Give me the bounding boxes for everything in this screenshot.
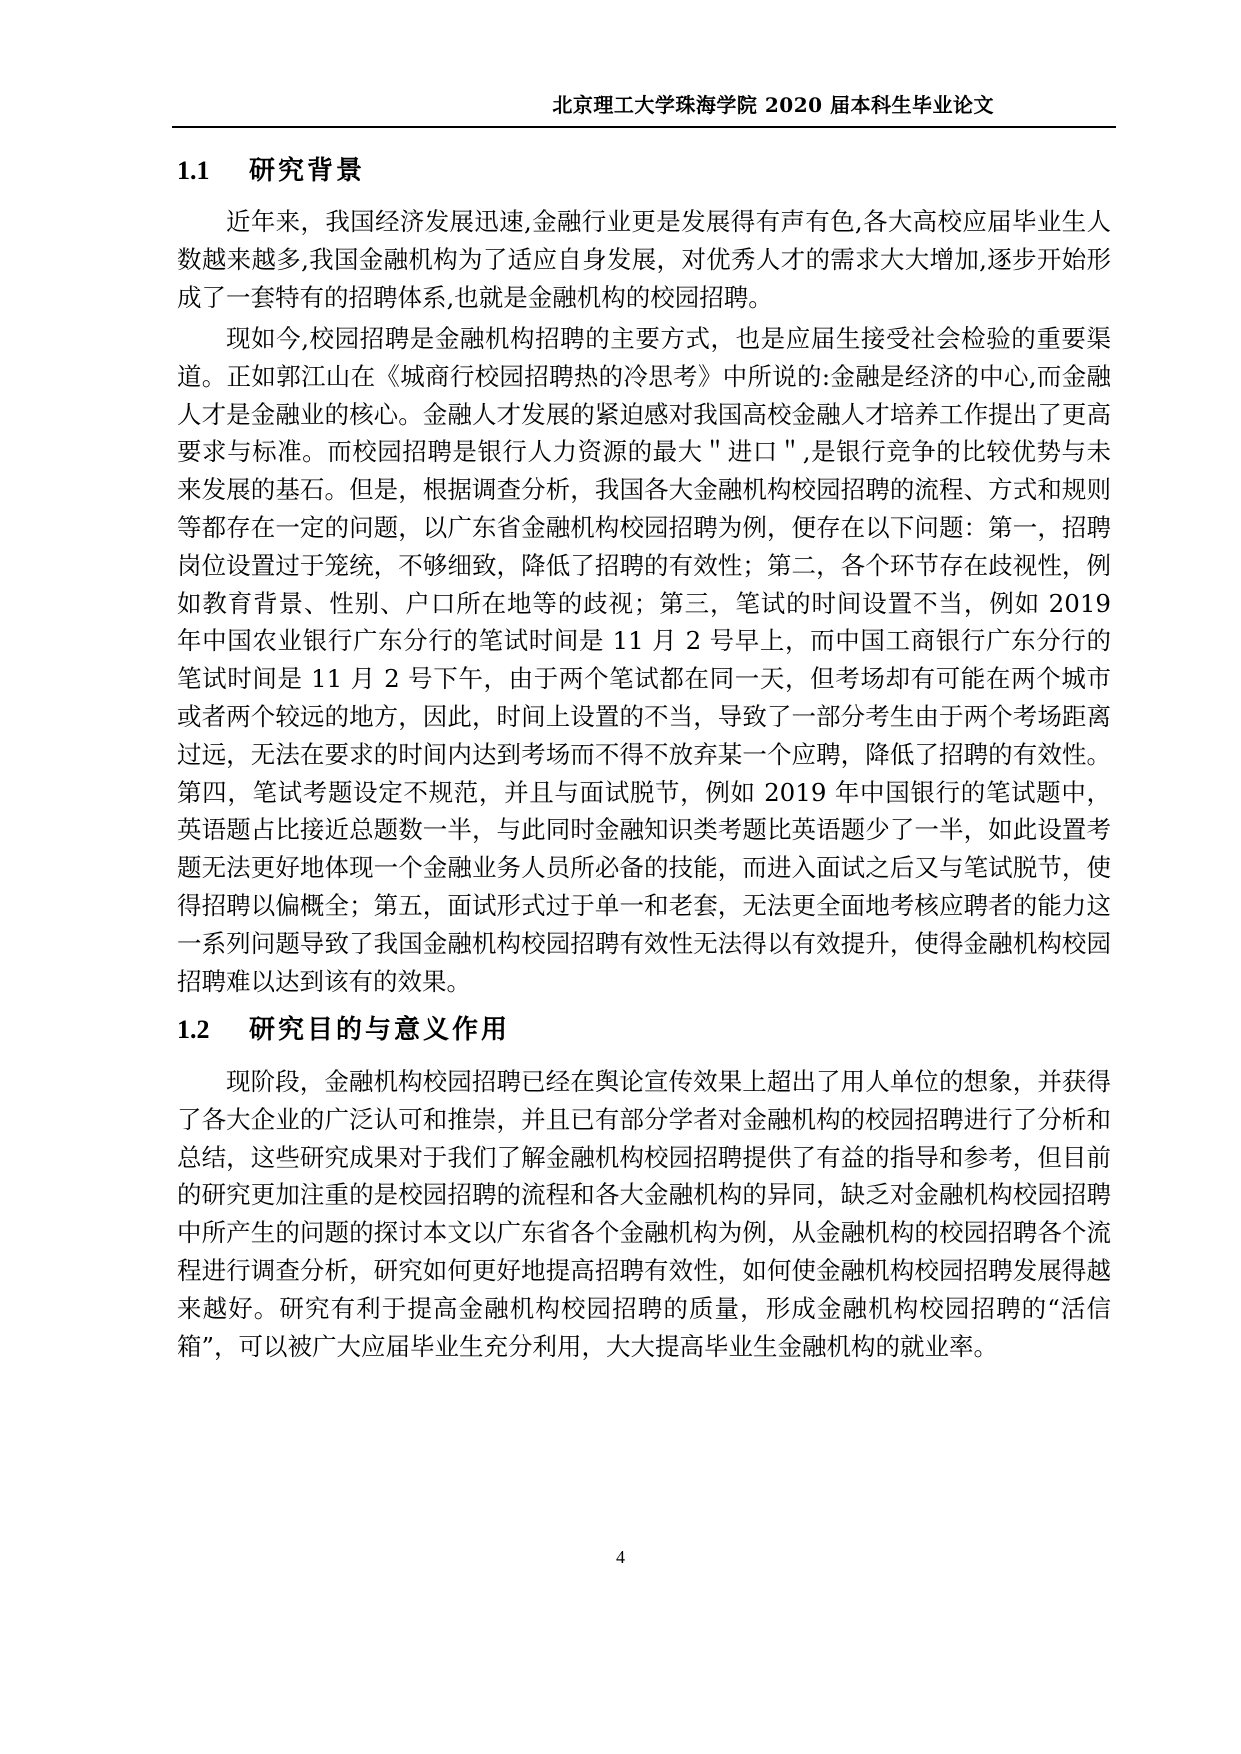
header-title: 北京理工大学珠海学院 2020 届本科生毕业论文: [552, 93, 994, 117]
page-header: [172, 82, 1116, 128]
section-title: 研究背景: [249, 156, 366, 186]
section-title: 研究目的与意义作用: [249, 1015, 511, 1045]
section-heading-1-2: [177, 1009, 510, 1046]
paragraph-purpose-significance: 现阶段，金融机构校园招聘已经在舆论宣传效果上超出了用人单位的想象，并获得了各大企业的广泛认可和推崇，并且已有部分学者对金融机构的校园招聘进行了分析和总结，这些研究成果对于我们了解金融机构校园招聘提供了有益的指导和参考，但目前的研究更加注重的是校园招聘的流程和各大金融机构的异同，缺乏对金融机构校园招聘中所产生的问题的探讨本文以广东省各个金融机构为例，从金融机构的校园招聘各个流程进行调查分析，研究如何更好地提高招聘有效性，如何使金融机构校园招聘发展得越来越好。研究有利于提高金融机构校园招聘的质量，形成金融机构校园招聘的“活信箱”，可以被广大应届毕业生充分利用，大大提高毕业生金融机构的就业率。: [177, 1067, 1111, 1361]
section-heading-1-1: [177, 150, 365, 187]
section-number: 1.1: [177, 156, 210, 185]
paragraph-background-intro: 近年来，我国经济发展迅速,金融行业更是发展得有声有色,各大高校应届毕业生人数越来越多,我国金融机构为了适应自身发展，对优秀人才的需求大大增加,逐步开始形成了一套特有的招聘体系,也就是金融机构的校园招聘。: [177, 207, 1111, 312]
section-number: 1.2: [177, 1015, 210, 1044]
paragraph-background-problems: 现如今,校园招聘是金融机构招聘的主要方式，也是应届生接受社会检验的重要渠道。正如郭江山在《城商行校园招聘热的冷思考》中所说的:金融是经济的中心,而金融人才是金融业的核心。金融人才发展的紧迫感对我国高校金融人才培养工作提出了更高要求与标准。而校园招聘是银行人力资源的最大＂进口＂,是银行竞争的比较优势与未来发展的基石。但是，根据调查分析，我国各大金融机构校园招聘的流程、方式和规则等都存在一定的问题，以广东省金融机构校园招聘为例，便存在以下问题：第一，招聘岗位设置过于笼统，不够细致，降低了招聘的有效性；第二，各个环节存在歧视性，例如教育背景、性别、户口所在地等的歧视；第三，笔试的时间设置不当，例如 2019 年中国农业银行广东分行的笔试时间是 11 月 2 号早上，而中国工商银行广东分行的笔试时间是 11 月 2 号下午，由于两个笔试都在同一天，但考场却有可能在两个城市或者两个较远的地方，因此，时间上设置的不当，导致了一部分考生由于两个考场距离过远，无法在要求的时间内达到考场而不得不放弃某一个应聘，降低了招聘的有效性。第四，笔试考题设定不规范，并且与面试脱节，例如 2019 年中国银行的笔试题中，英语题占比接近总题数一半，与此同时金融知识类考题比英语题少了一半，如此设置考题无法更好地体现一个金融业务人员所必备的技能，而进入面试之后又与笔试脱节，使得招聘以偏概全；第五，面试形式过于单一和老套，无法更全面地考核应聘者的能力这一系列问题导致了我国金融机构校园招聘有效性无法得以有效提升，使得金融机构校园招聘难以达到该有的效果。: [177, 324, 1111, 996]
page-number: 4: [616, 1547, 625, 1567]
